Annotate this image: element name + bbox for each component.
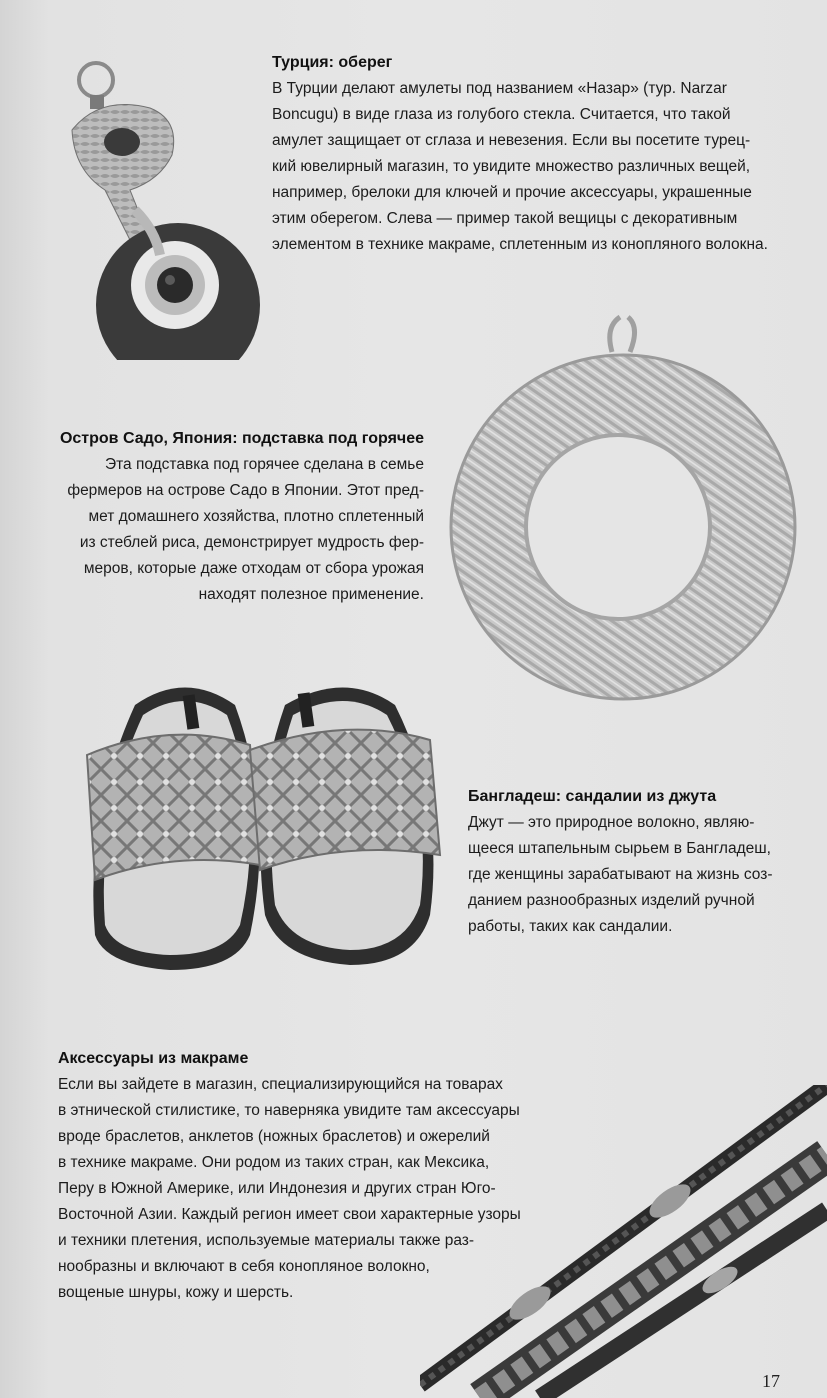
turkey-text-line: В Турции делают амулеты под названием «Назар» (тур. Narzar xyxy=(272,80,727,97)
sado-text-line: Эта подставка под горячее сделана в семье xyxy=(104,456,424,473)
accessories-text-line: вощеные шнуры, кожу и шерсть. xyxy=(58,1284,294,1301)
accessories-text-line: и техники плетения, используемые материалы также раз- xyxy=(58,1232,475,1249)
accessories-text-line: вроде браслетов, анклетов (ножных браслетов) и ожерелий xyxy=(58,1128,490,1145)
bangladesh-text-line: Джут — это природное волокно, являю- xyxy=(468,814,755,831)
nazar-keychain-photo xyxy=(60,60,265,360)
sado-text-line: фермеров на острове Садо в Японии. Этот пред- xyxy=(67,482,424,499)
turkey-text-line: амулет защищает от сглаза и невезения. Если вы посетите турец- xyxy=(272,132,751,149)
turkey-text-line: кий ювелирный магазин, то увидите множество различных вещей, xyxy=(272,158,751,175)
turkey-text-line: элементом в технике макраме, сплетенным из конопляного волокна. xyxy=(272,236,768,253)
bangladesh-text-line: данием разнообразных изделий ручной xyxy=(468,892,755,909)
bangladesh-text-line: щееся штапельным сырьем в Бангладеш, xyxy=(468,840,771,857)
accessories-text-line: Восточной Азии. Каждый регион имеет свои характерные узоры xyxy=(58,1206,521,1223)
accessories-text-line: в этнической стилистике, то наверняка увидите там аксессуары xyxy=(58,1102,520,1119)
accessories-text-line: Перу в Южной Америке, или Индонезия и других стран Юго- xyxy=(58,1180,496,1197)
turkey-text-line: этим оберегом. Слева — пример такой вещицы с декоративным xyxy=(272,210,738,227)
bangladesh-text-line: где женщины зарабатывают на жизнь соз- xyxy=(468,866,773,883)
sado-text-line: из стеблей риса, демонстрирует мудрость фер- xyxy=(79,534,424,551)
sado-section xyxy=(50,426,424,608)
bangladesh-text-line: работы, таких как сандалии. xyxy=(468,918,673,935)
sado-text-line: мет домашнего хозяйства, плотно сплетенный xyxy=(88,508,424,525)
page-number: 17 xyxy=(762,1371,780,1391)
sado-text-line: находят полезное применение. xyxy=(198,586,424,603)
turkey-section xyxy=(272,50,768,258)
jute-sandals-photo xyxy=(75,665,455,985)
accessories-text-line: Если вы зайдете в магазин, специализирующийся на товарах xyxy=(58,1076,503,1093)
sado-title: Остров Садо, Япония: подставка под горячее xyxy=(59,430,424,447)
bangladesh-section xyxy=(468,784,772,940)
sado-text-line: меров, которые даже отходам от сбора урожая xyxy=(83,560,424,577)
trivet-photo xyxy=(440,312,820,707)
accessories-section xyxy=(58,1046,521,1306)
accessories-title: Аксессуары из макраме xyxy=(58,1050,249,1067)
turkey-title: Турция: оберег xyxy=(272,54,393,71)
turkey-text-line: например, брелоки для ключей и прочие аксессуары, украшенные xyxy=(272,184,752,201)
accessories-text-line: нообразны и включают в себя конопляное волокно, xyxy=(58,1258,430,1275)
turkey-text-line: Boncugu) в виде глаза из голубого стекла. Считается, что такой xyxy=(272,106,731,123)
bangladesh-title: Бангладеш: сандалии из джута xyxy=(468,788,717,805)
accessories-text-line: в технике макраме. Они родом из таких стран, как Мексика, xyxy=(58,1154,490,1171)
